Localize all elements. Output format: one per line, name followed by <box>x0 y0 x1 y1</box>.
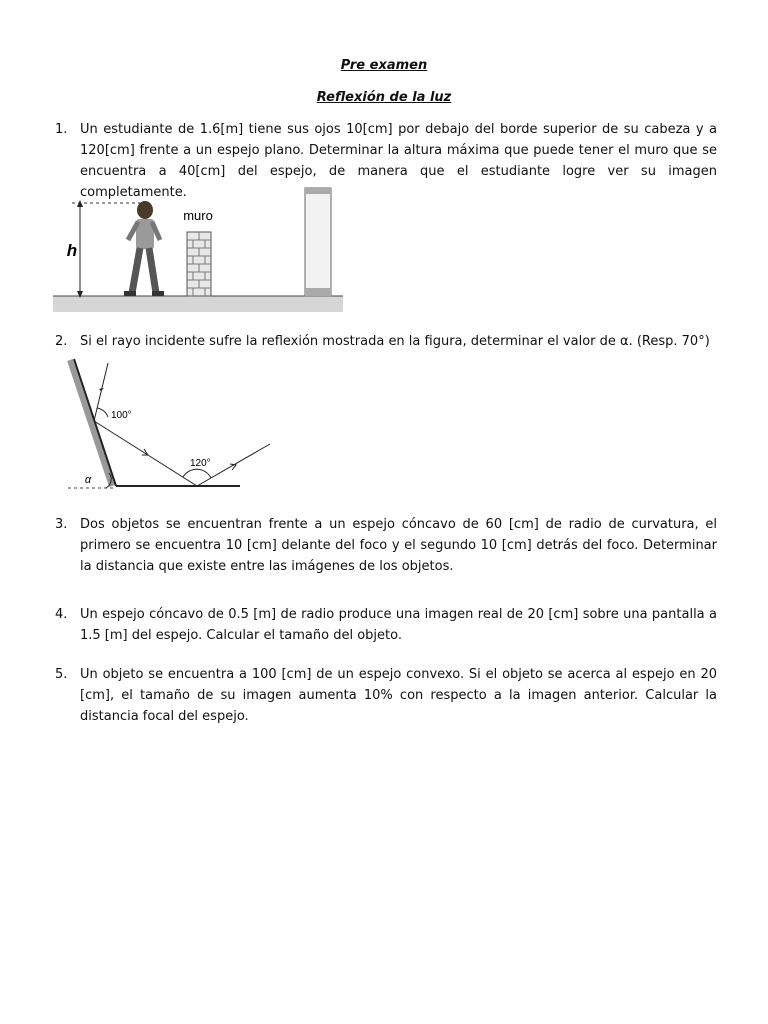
question-text: Dos objetos se encuentran frente a un espejo cóncavo de 60 [cm] de radio de curvatura, el primero se encuentra 10 [cm] delante del foco y el segundo 10 [cm] detrás del foco. Determinar la distancia que existe entre las imágenes de los objetos. <box>80 517 717 574</box>
figure-student-mirror <box>50 188 350 313</box>
question-number: 4. <box>55 607 68 622</box>
question-number: 1. <box>55 122 68 137</box>
inclined-mirror-shade <box>70 360 112 486</box>
wall-label: muro <box>183 208 213 223</box>
inclined-mirror <box>74 359 116 486</box>
angle-100-arc <box>97 408 108 417</box>
height-label: h <box>66 241 78 260</box>
angle-120-arc <box>183 469 211 478</box>
student-figure <box>124 201 164 296</box>
angle-120-label: 120° <box>190 458 211 469</box>
question-3 <box>55 514 717 577</box>
question-text: Si el rayo incidente sufre la reflexión mostrada en la figura, determinar el valor de α. (Resp. 70°) <box>80 334 710 349</box>
question-number: 3. <box>55 517 68 532</box>
angle-100-label: 100° <box>111 410 132 421</box>
question-4 <box>55 604 717 646</box>
question-5 <box>55 664 717 727</box>
question-number: 2. <box>55 334 68 349</box>
question-number: 5. <box>55 667 68 682</box>
figure-reflection <box>60 355 250 495</box>
alpha-label: α <box>84 474 92 486</box>
floor <box>53 296 343 312</box>
question-text: Un estudiante de 1.6[m] tiene sus ojos 10[cm] por debajo del borde superior de su cabeza y a 120[cm] frente a un espejo plano. Determinar la altura máxima que puede tener el muro que se encuentra a 40[cm] del espejo, de manera que el estudiante logre ver su imagen completamente. <box>80 122 717 200</box>
page-title: Pre examen <box>340 58 428 73</box>
page-subtitle: Reflexión de la luz <box>316 90 452 105</box>
wall <box>187 232 211 296</box>
question-text: Un espejo cóncavo de 0.5 [m] de radio produce una imagen real de 20 [cm] sobre una pantalla a 1.5 [m] del espejo. Calcular el tamaño del objeto. <box>80 607 717 643</box>
question-2 <box>55 331 717 352</box>
plane-mirror <box>305 188 331 296</box>
question-text: Un objeto se encuentra a 100 [cm] de un espejo convexo. Si el objeto se acerca al espejo en 20 [cm], el tamaño de su imagen aumenta 10% con respecto a la imagen anterior. Calcular la distancia focal del espejo. <box>80 667 717 724</box>
